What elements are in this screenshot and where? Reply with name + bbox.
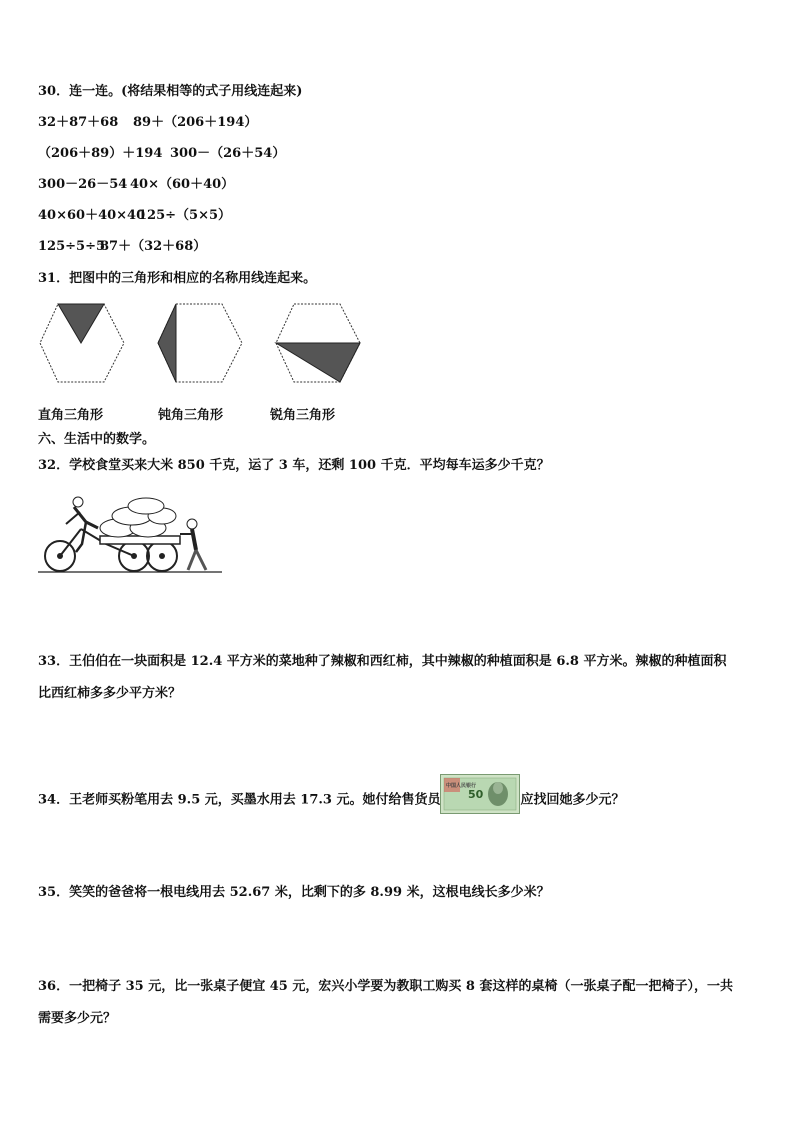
- hexagon-right-triangle: [40, 304, 124, 382]
- section-heading: 六、生活中的数学。: [38, 432, 156, 447]
- label-acute-triangle: 锐角三角形: [270, 408, 336, 423]
- q30-left-expr: （206＋89）＋194: [38, 146, 163, 161]
- q30-left-expr: 40×60＋40×40: [38, 208, 146, 223]
- q30-right-expr: 89＋（206＋194）: [133, 115, 258, 130]
- q33-line-2: 比西红柿多多少平方米？: [38, 686, 182, 701]
- q30-row-1: [38, 115, 257, 131]
- q34-text-after: 应找回她多少元？: [520, 792, 625, 808]
- banknote-50-yuan-image: [440, 783, 520, 814]
- q31-title: 31．把图中的三角形和相应的名称用线连起来。: [38, 271, 317, 286]
- q30-row-4: [38, 208, 231, 224]
- q36-line-2: 需要多少元？: [38, 1011, 117, 1026]
- banknote-bank-name: 中国人民银行: [446, 783, 477, 789]
- q30-left-expr: 32＋87＋68: [38, 115, 119, 130]
- q34-text-before: 34．王老师买粉笔用去 9.5 元，买墨水用去 17.3 元。她付给售货员: [38, 792, 441, 808]
- q30-right-expr: 40×（60＋40）: [130, 177, 235, 192]
- tricycle-rice-illustration: [36, 494, 226, 576]
- q30-right-expr: 87＋（32＋68）: [100, 239, 207, 254]
- label-obtuse-triangle: 钝角三角形: [158, 408, 224, 423]
- hexagon-figures: [38, 302, 368, 384]
- q30-row-2: [38, 146, 285, 162]
- q30-row-3: [38, 177, 234, 193]
- label-right-triangle: 直角三角形: [38, 408, 104, 423]
- q30-right-expr: 300－（26＋54）: [170, 146, 286, 161]
- hexagon-acute-triangle: [276, 304, 360, 382]
- q30-right-expr: 125÷（5×5）: [138, 208, 232, 223]
- banknote-value: 50: [468, 788, 484, 801]
- q34-question: [38, 783, 625, 814]
- hexagon-obtuse-triangle: [158, 304, 242, 382]
- q32-text: 32．学校食堂买来大米 850 千克，运了 3 车，还剩 100 千克．平均每车运多少千克？: [38, 458, 550, 473]
- q33-line-1: 33．王伯伯在一块面积是 12.4 平方米的菜地种了辣椒和西红柿，其中辣椒的种植面积是 6.8 平方米。辣椒的种植面积: [38, 654, 727, 669]
- q35-text: 35．笑笑的爸爸将一根电线用去 52.67 米，比剩下的多 8.99 米，这根电线长多少米？: [38, 885, 550, 900]
- q36-line-1: 36．一把椅子 35 元，比一张桌子便宜 45 元，宏兴小学要为教职工购买 8 套这样的桌椅（一张桌子配一把椅子），一共: [38, 979, 733, 994]
- q30-left-expr: 300－26－54: [38, 177, 128, 192]
- q30-left-expr: 125÷5÷5: [38, 239, 106, 254]
- q30-row-5: [38, 239, 206, 255]
- q30-title: 30．连一连。(将结果相等的式子用线连起来): [38, 84, 303, 99]
